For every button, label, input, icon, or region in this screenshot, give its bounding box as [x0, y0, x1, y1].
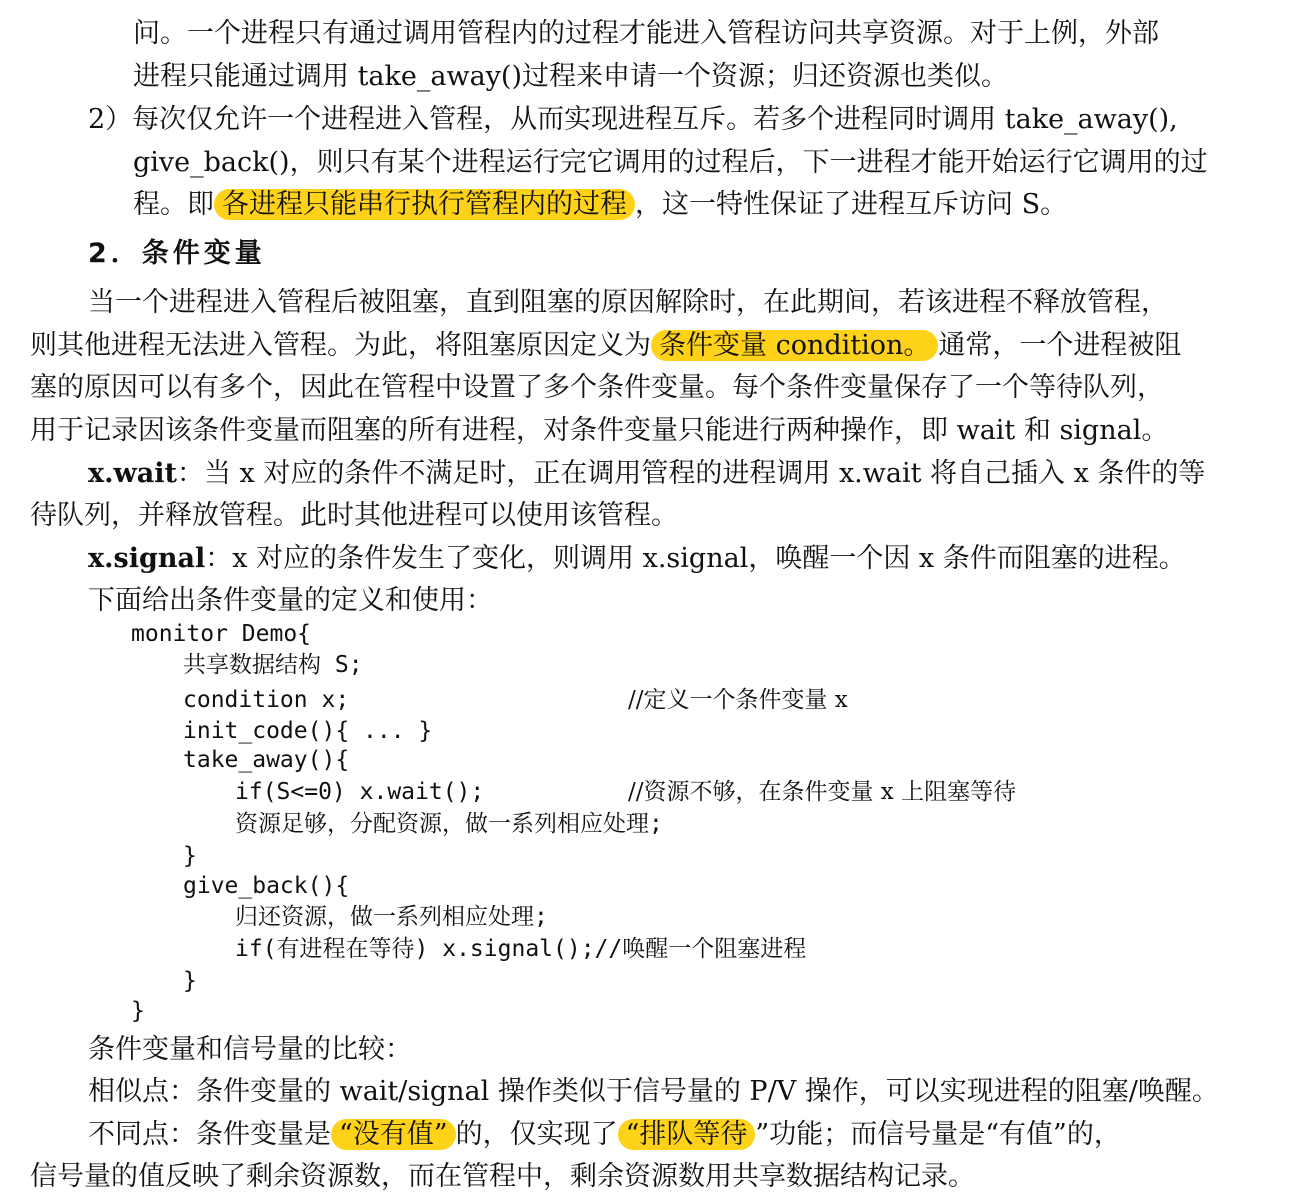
- highlight-serial-execution: 各进程只能串行执行管程内的过程: [214, 189, 635, 220]
- code-line: condition x;: [183, 687, 350, 713]
- point2-line-3: [133, 184, 1067, 226]
- xsignal-term: x.signal: [88, 543, 206, 574]
- point2-line-2: give_back()，则只有某个进程运行完它调用的过程后，下一进程才能开始运行它调用的过: [133, 147, 1208, 178]
- para1-line-2: [30, 325, 1181, 367]
- text-span: 不同点：条件变量是: [88, 1119, 331, 1150]
- para1-line-3: 塞的原因可以有多个，因此在管程中设置了多个条件变量。每个条件变量保存了一个等待队列，: [30, 372, 1164, 403]
- code-comment: //资源不够，在条件变量 x 上阻塞等待: [628, 779, 1017, 805]
- section-heading: 2．条件变量: [88, 238, 266, 269]
- text-span: 通常，一个进程被阻: [938, 330, 1182, 361]
- para1-line-1: 当一个进程进入管程后被阻塞，直到阻塞的原因解除时，在此期间，若该进程不释放管程，: [88, 287, 1168, 318]
- code-line: 归还资源，做一系列相应处理;: [235, 904, 548, 930]
- xwait-line-1: [88, 453, 1205, 495]
- code-intro: 下面给出条件变量的定义和使用：: [88, 585, 493, 616]
- text-span: ，这一特性保证了进程互斥访问 S。: [635, 189, 1068, 220]
- highlight-queue-wait: “排队等待: [618, 1119, 756, 1150]
- code-line: if(S<=0) x.wait();: [235, 779, 485, 805]
- code-line: monitor Demo{: [131, 621, 312, 647]
- code-line: take_away(){: [183, 747, 350, 773]
- point2-line-1: 2）每次仅允许一个进程进入管程，从而实现进程互斥。若多个进程同时调用 take_away(),: [88, 104, 1178, 135]
- xsignal-line: [88, 538, 1186, 580]
- code-line: init_code(){ ... }: [183, 718, 433, 744]
- compare-diff-line-1: [88, 1114, 1121, 1156]
- compare-title: 条件变量和信号量的比较：: [88, 1034, 412, 1065]
- compare-diff-line-2: 信号量的值反映了剩余资源数，而在管程中，剩余资源数用共享数据结构记录。: [30, 1161, 975, 1192]
- xwait-term: x.wait: [88, 458, 177, 489]
- text-span: ”功能；而信号量是“有值”的，: [755, 1119, 1121, 1150]
- code-line: give_back(){: [183, 873, 350, 899]
- text-span: 则其他进程无法进入管程。为此，将阻塞原因定义为: [30, 330, 651, 361]
- intro-line-2: 进程只能通过调用 take_away()过程来申请一个资源；归还资源也类似。: [133, 61, 1008, 92]
- intro-line-1: 问。一个进程只有通过调用管程内的过程才能进入管程访问共享资源。对于上例，外部: [133, 18, 1159, 49]
- text-span: ：当 x 对应的条件不满足时，正在调用管程的进程调用 x.wait 将自己插入 x 条件的等: [176, 458, 1206, 489]
- code-line: }: [183, 843, 197, 869]
- highlight-condition: 条件变量 condition。: [651, 330, 938, 361]
- text-span: 程。即: [133, 189, 214, 220]
- code-line: if(有进程在等待) x.signal();//唤醒一个阻塞进程: [235, 936, 807, 962]
- text-span: ：x 对应的条件发生了变化，则调用 x.signal，唤醒一个因 x 条件而阻塞的进程。: [205, 543, 1186, 574]
- code-comment: //定义一个条件变量 x: [628, 687, 848, 713]
- code-line: 共享数据结构 S;: [183, 652, 363, 678]
- compare-similar: 相似点：条件变量的 wait/signal 操作类似于信号量的 P/V 操作，可以实现进程的阻塞/唤醒。: [88, 1076, 1219, 1107]
- code-line: }: [183, 968, 197, 994]
- highlight-no-value: “没有值”: [331, 1119, 456, 1150]
- xwait-line-2: 待队列，并释放管程。此时其他进程可以使用该管程。: [30, 500, 678, 531]
- text-span: 的，仅实现了: [455, 1119, 618, 1150]
- para1-line-4: 用于记录因该条件变量而阻塞的所有进程，对条件变量只能进行两种操作，即 wait 和 signal。: [30, 415, 1169, 446]
- code-line: 资源足够，分配资源，做一系列相应处理;: [235, 811, 663, 837]
- code-line: }: [131, 998, 145, 1024]
